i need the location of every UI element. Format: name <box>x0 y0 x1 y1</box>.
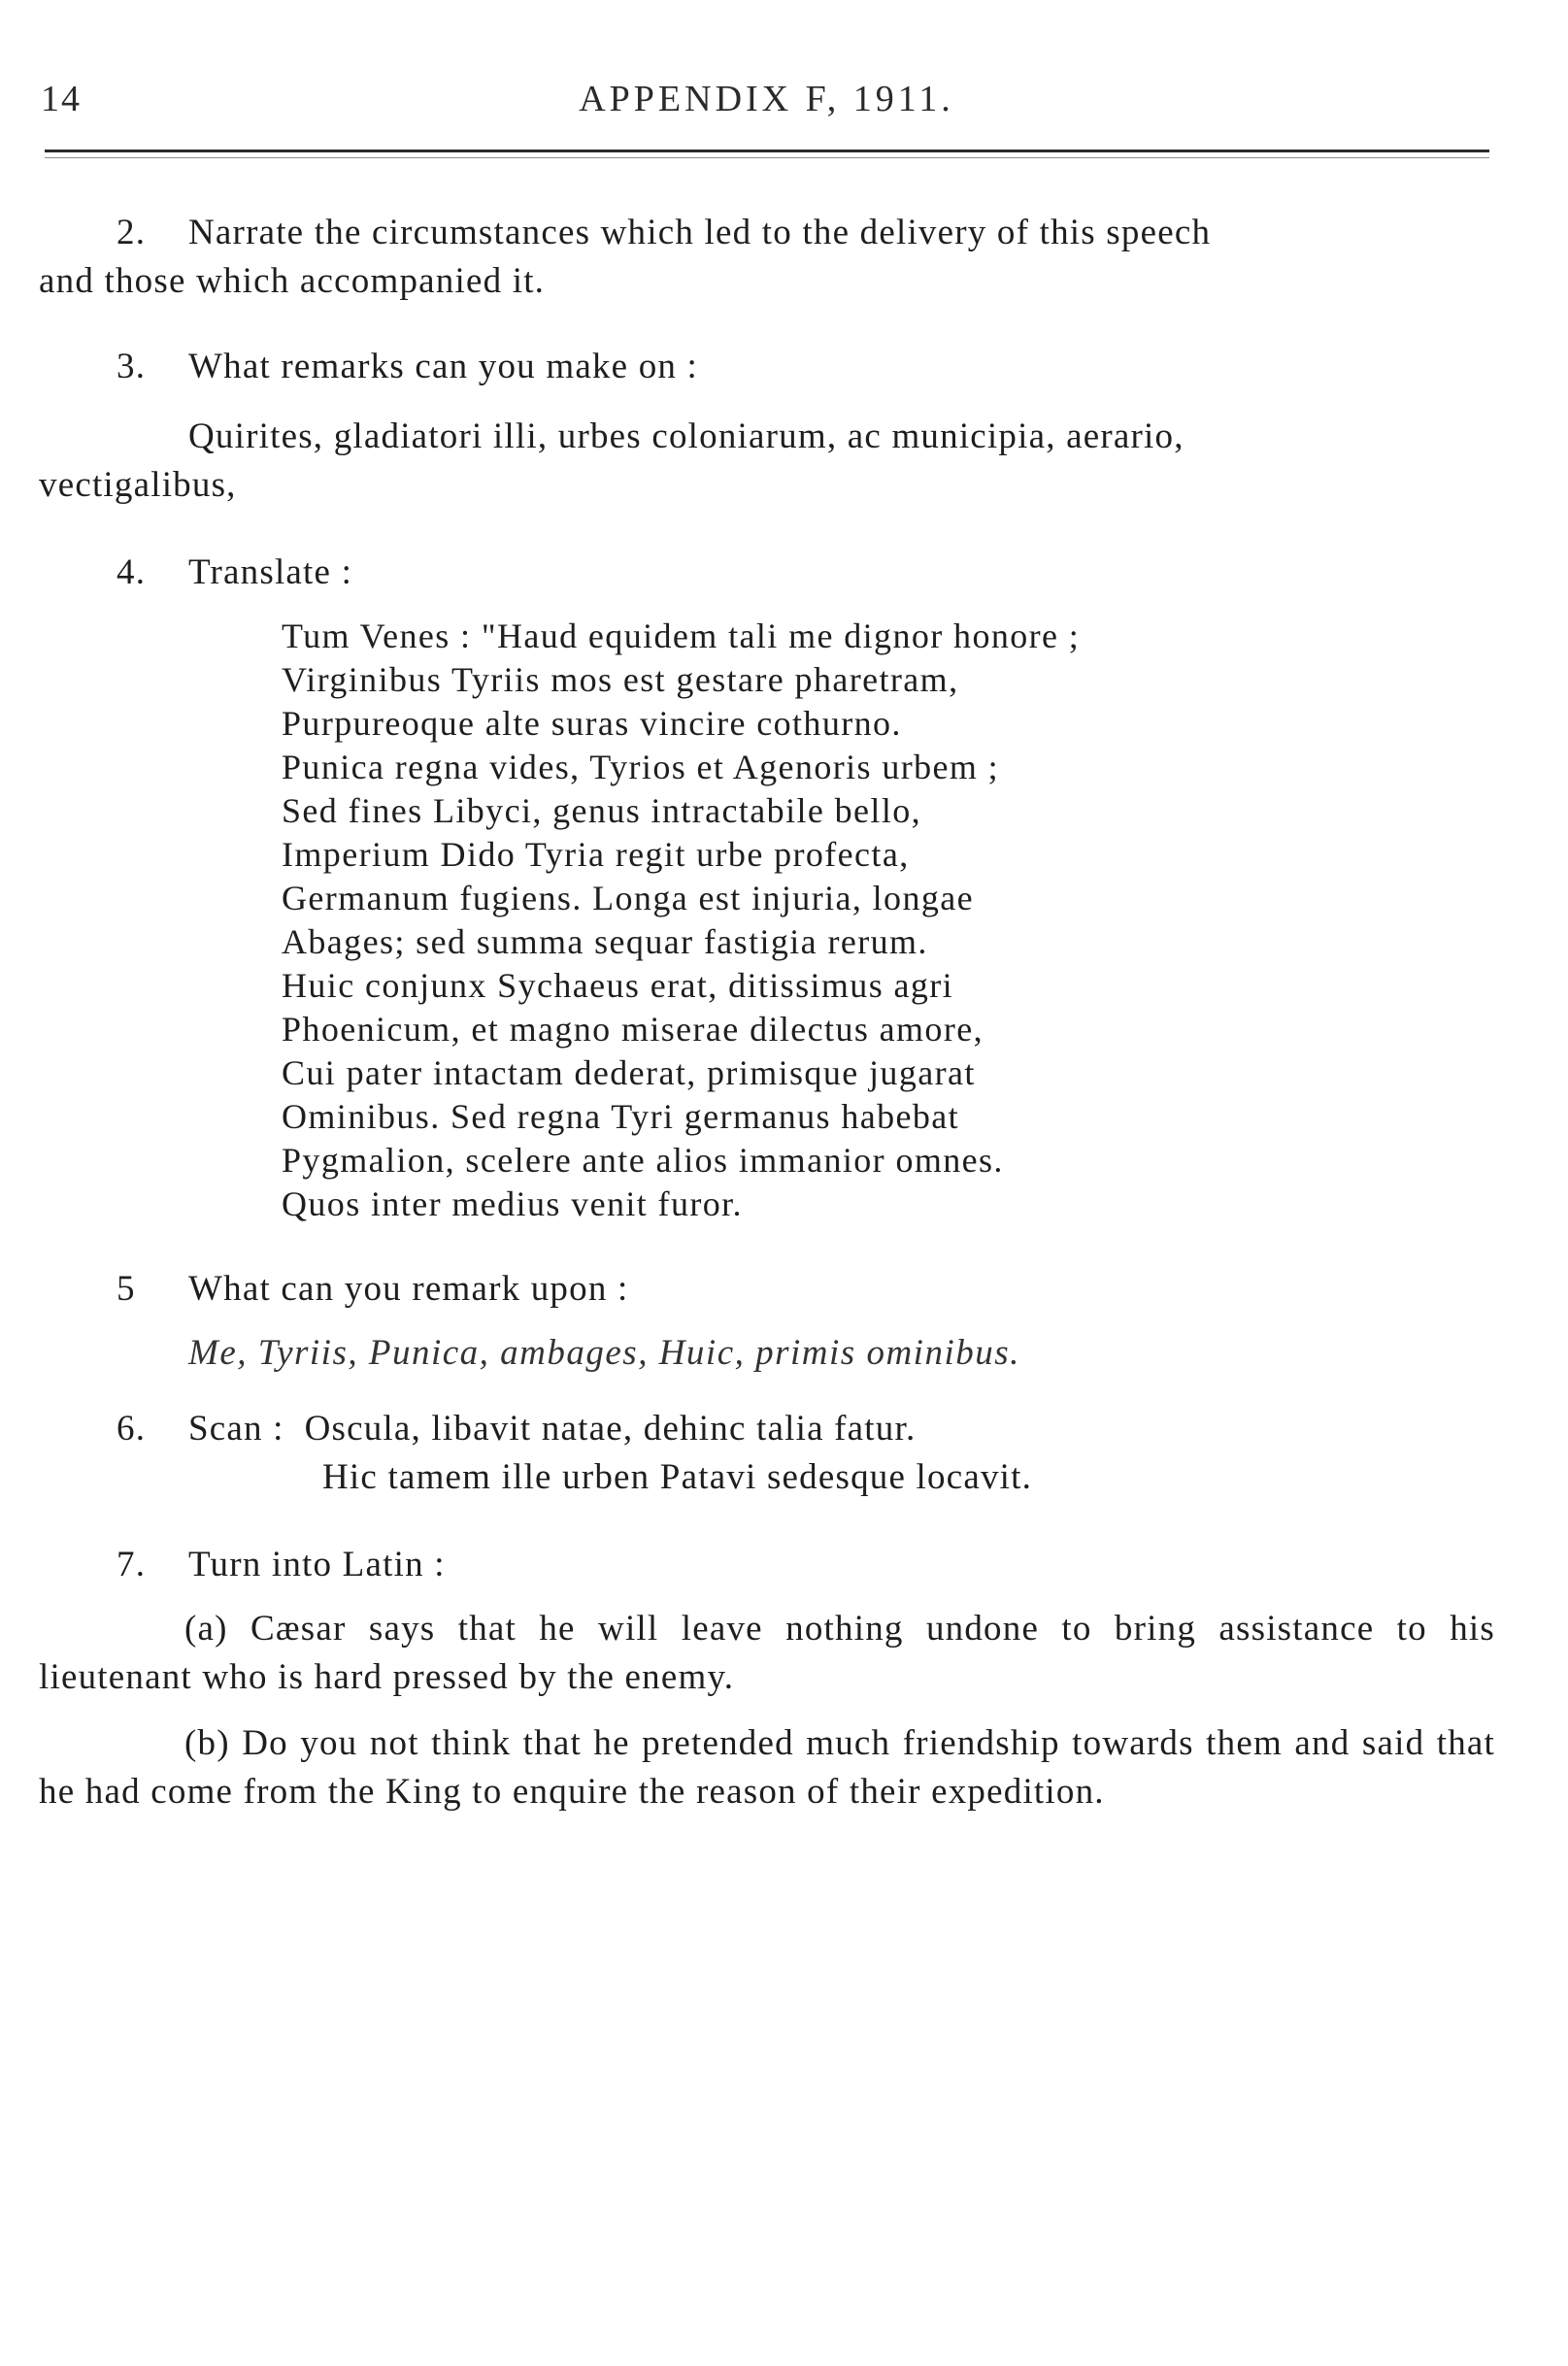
question-prompt: What remarks can you make on : <box>188 347 699 386</box>
question-words-continued: vectigalibus, <box>39 465 237 505</box>
question-number: 4. <box>117 552 147 592</box>
question-prompt: Turn into Latin : <box>188 1545 446 1584</box>
verse-line: Quos inter medius venit furor. <box>282 1184 743 1223</box>
verse-line: Phoenicum, et magno miserae dilectus amore, <box>282 1010 984 1049</box>
verse-line: Cui pater intactam dederat, primisque jugarat <box>282 1053 976 1092</box>
verse-line: Pygmalion, scelere ante alios immanior omnes. <box>282 1141 1004 1180</box>
verse-line: Ominibus. Sed regna Tyri germanus habebat <box>282 1097 960 1136</box>
question-number: 7. <box>117 1545 147 1584</box>
verse-line: Sed fines Libyci, genus intractabile bello, <box>282 791 922 830</box>
verse-line: Huic conjunx Sychaeus erat, ditissimus agri <box>282 966 954 1005</box>
running-head: APPENDIX F, 1911. <box>579 79 954 119</box>
scan-line-2: Hic tamem ille urben Patavi sedesque locavit. <box>322 1457 1033 1497</box>
question-number: 2. <box>117 213 147 252</box>
question-5 <box>39 1265 1495 1378</box>
header-rule-thin <box>45 157 1489 158</box>
question-2 <box>39 209 1495 306</box>
question-number: 5 <box>117 1269 136 1309</box>
verse-line: Germanum fugiens. Longa est injuria, longae <box>282 879 975 917</box>
verse-line: Abages; sed summa sequar fastigia rerum. <box>282 922 928 961</box>
question-words: Me, Tyriis, Punica, ambages, Huic, primis ominibus. <box>188 1333 1020 1373</box>
verse-line: Punica regna vides, Tyrios et Agenoris urbem ; <box>282 748 1000 786</box>
question-number: 6. <box>117 1409 147 1449</box>
verse-line: Purpureoque alte suras vincire cothurno. <box>282 704 902 743</box>
verse-line: Imperium Dido Tyria regit urbe profecta, <box>282 835 910 874</box>
question-prompt: Translate : <box>188 552 353 592</box>
exam-body <box>39 209 1495 1840</box>
verse-line: Tum Venes : "Haud equidem tali me dignor honore ; <box>282 616 1081 655</box>
question-prompt: What can you remark upon : <box>188 1269 629 1309</box>
question-part-a: (a) Cæsar says that he will leave nothing undone to bring assistance to his lieutenant who is hard pressed by the enemy. <box>39 1609 1495 1697</box>
scan-line-1: Oscula, libavit natae, dehinc talia fatur. <box>304 1409 917 1449</box>
question-number: 3. <box>117 347 147 386</box>
latin-verse-passage <box>282 615 1495 1226</box>
page-number: 14 <box>41 79 82 119</box>
question-text-continued: and those which accompanied it. <box>39 261 546 301</box>
question-text: Narrate the circumstances which led to the delivery of this speech <box>188 213 1212 252</box>
question-6 <box>39 1405 1495 1502</box>
page-header <box>41 78 1492 136</box>
question-3 <box>39 343 1495 510</box>
question-words: Quirites, gladiatori illi, urbes coloniarum, ac municipia, aerario, <box>188 417 1184 456</box>
question-label: Scan : <box>188 1409 284 1449</box>
question-4 <box>39 549 1495 1226</box>
header-rule <box>45 150 1489 152</box>
question-part-b: (b) Do you not think that he pretended much friendship towards them and said that he had come from the King to enquire the reason of their expedition. <box>39 1723 1495 1812</box>
verse-line: Virginibus Tyriis mos est gestare pharetram, <box>282 660 959 699</box>
question-7 <box>39 1541 1495 1816</box>
